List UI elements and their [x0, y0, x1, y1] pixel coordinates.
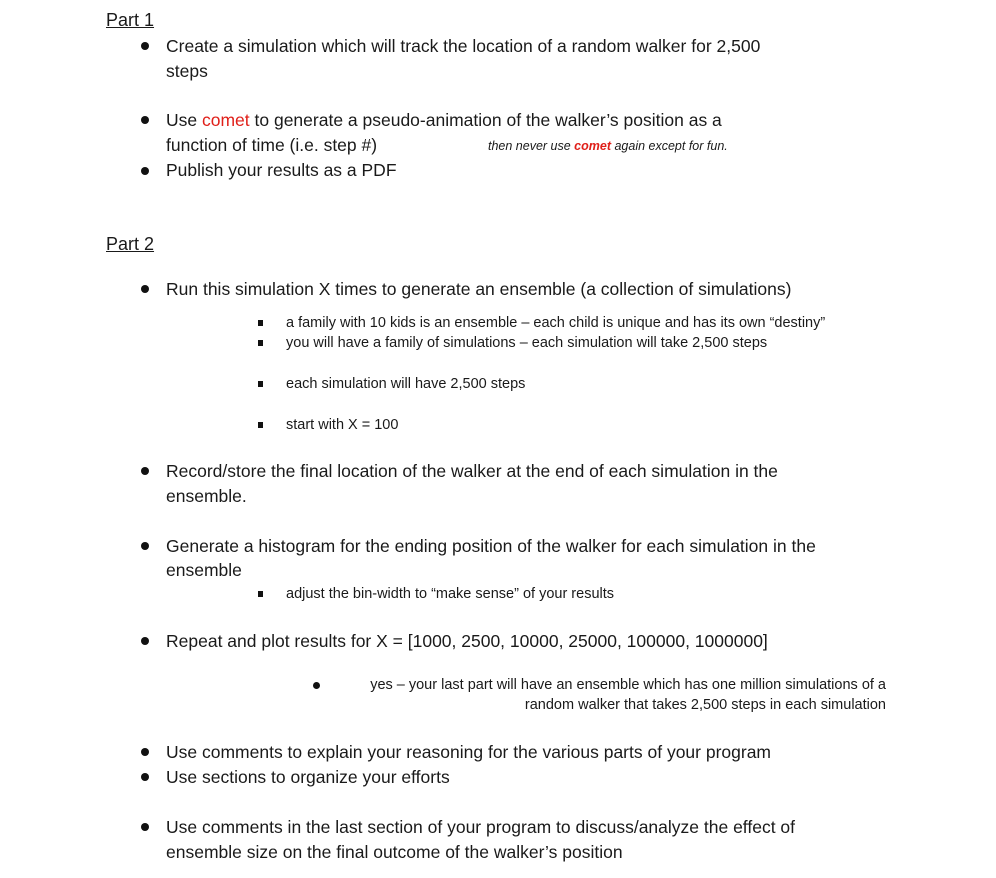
note-after: again except for fun.	[611, 139, 728, 153]
bullet-icon	[141, 467, 149, 475]
square-bullet-icon	[258, 381, 263, 387]
comet-keyword: comet	[201, 110, 250, 130]
bullet-icon	[141, 285, 149, 293]
note-before: then never use	[488, 139, 575, 153]
run-sub-steps: each simulation will have 2,500 steps	[286, 376, 526, 392]
part1-heading: Part 1	[106, 10, 155, 30]
comet-text-before: Use	[166, 110, 202, 130]
bullet-icon	[141, 116, 149, 124]
histogram-sub-binwidth: adjust the bin-width to “make sense” of your results	[286, 586, 615, 602]
run-sub-simulations: you will have a family of simulations – each simulation will take 2,500 steps	[286, 335, 768, 351]
part2-item-sections: Use sections to organize your efforts	[166, 767, 450, 787]
part2-item-comments: Use comments to explain your reasoning for the various parts of your program	[166, 742, 772, 762]
bullet-icon	[141, 748, 149, 756]
bullet-icon	[141, 823, 149, 831]
part2-item-record: Record/store the final location of the walker at the end of each simulation in the ensemble.	[166, 461, 778, 506]
square-bullet-icon	[258, 591, 263, 597]
bullet-icon	[141, 542, 149, 550]
run-sub-start: start with X = 100	[286, 417, 399, 433]
bullet-icon	[141, 42, 149, 50]
square-bullet-icon	[258, 320, 263, 326]
repeat-note: yes – your last part will have an ensemble which has one million simulations of a random walker that takes 2,500 steps in each simulation	[370, 677, 886, 713]
bullet-icon	[141, 167, 149, 175]
part2-item-repeat: Repeat and plot results for X = [1000, 2500, 10000, 25000, 100000, 1000000]	[166, 631, 768, 651]
bullet-icon	[141, 773, 149, 781]
note-keyword: comet	[574, 139, 611, 153]
comet-text-after: to generate a pseudo-animation of the walker’s position as a function of time (i.e. step #)	[166, 110, 722, 155]
part2-item-analyze: Use comments in the last section of your program to discuss/analyze the effect of ensemble size on the final outcome of the walker’s position	[166, 817, 796, 862]
comet-note	[488, 139, 728, 153]
bullet-icon	[141, 637, 149, 645]
part2-item-histogram: Generate a histogram for the ending position of the walker for each simulation in the ensemble	[166, 536, 816, 580]
run-sub-family: a family with 10 kids is an ensemble – each child is unique and has its own “destiny”	[286, 315, 826, 331]
square-bullet-icon	[258, 340, 263, 346]
square-bullet-icon	[258, 422, 263, 428]
part1-item-publish: Publish your results as a PDF	[166, 160, 397, 180]
part1-item-simulation: Create a simulation which will track the location of a random walker for 2,500 steps	[166, 36, 761, 81]
part2-item-run: Run this simulation X times to generate an ensemble (a collection of simulations)	[166, 279, 792, 299]
part2-heading: Part 2	[106, 234, 155, 254]
bullet-icon	[313, 682, 320, 689]
